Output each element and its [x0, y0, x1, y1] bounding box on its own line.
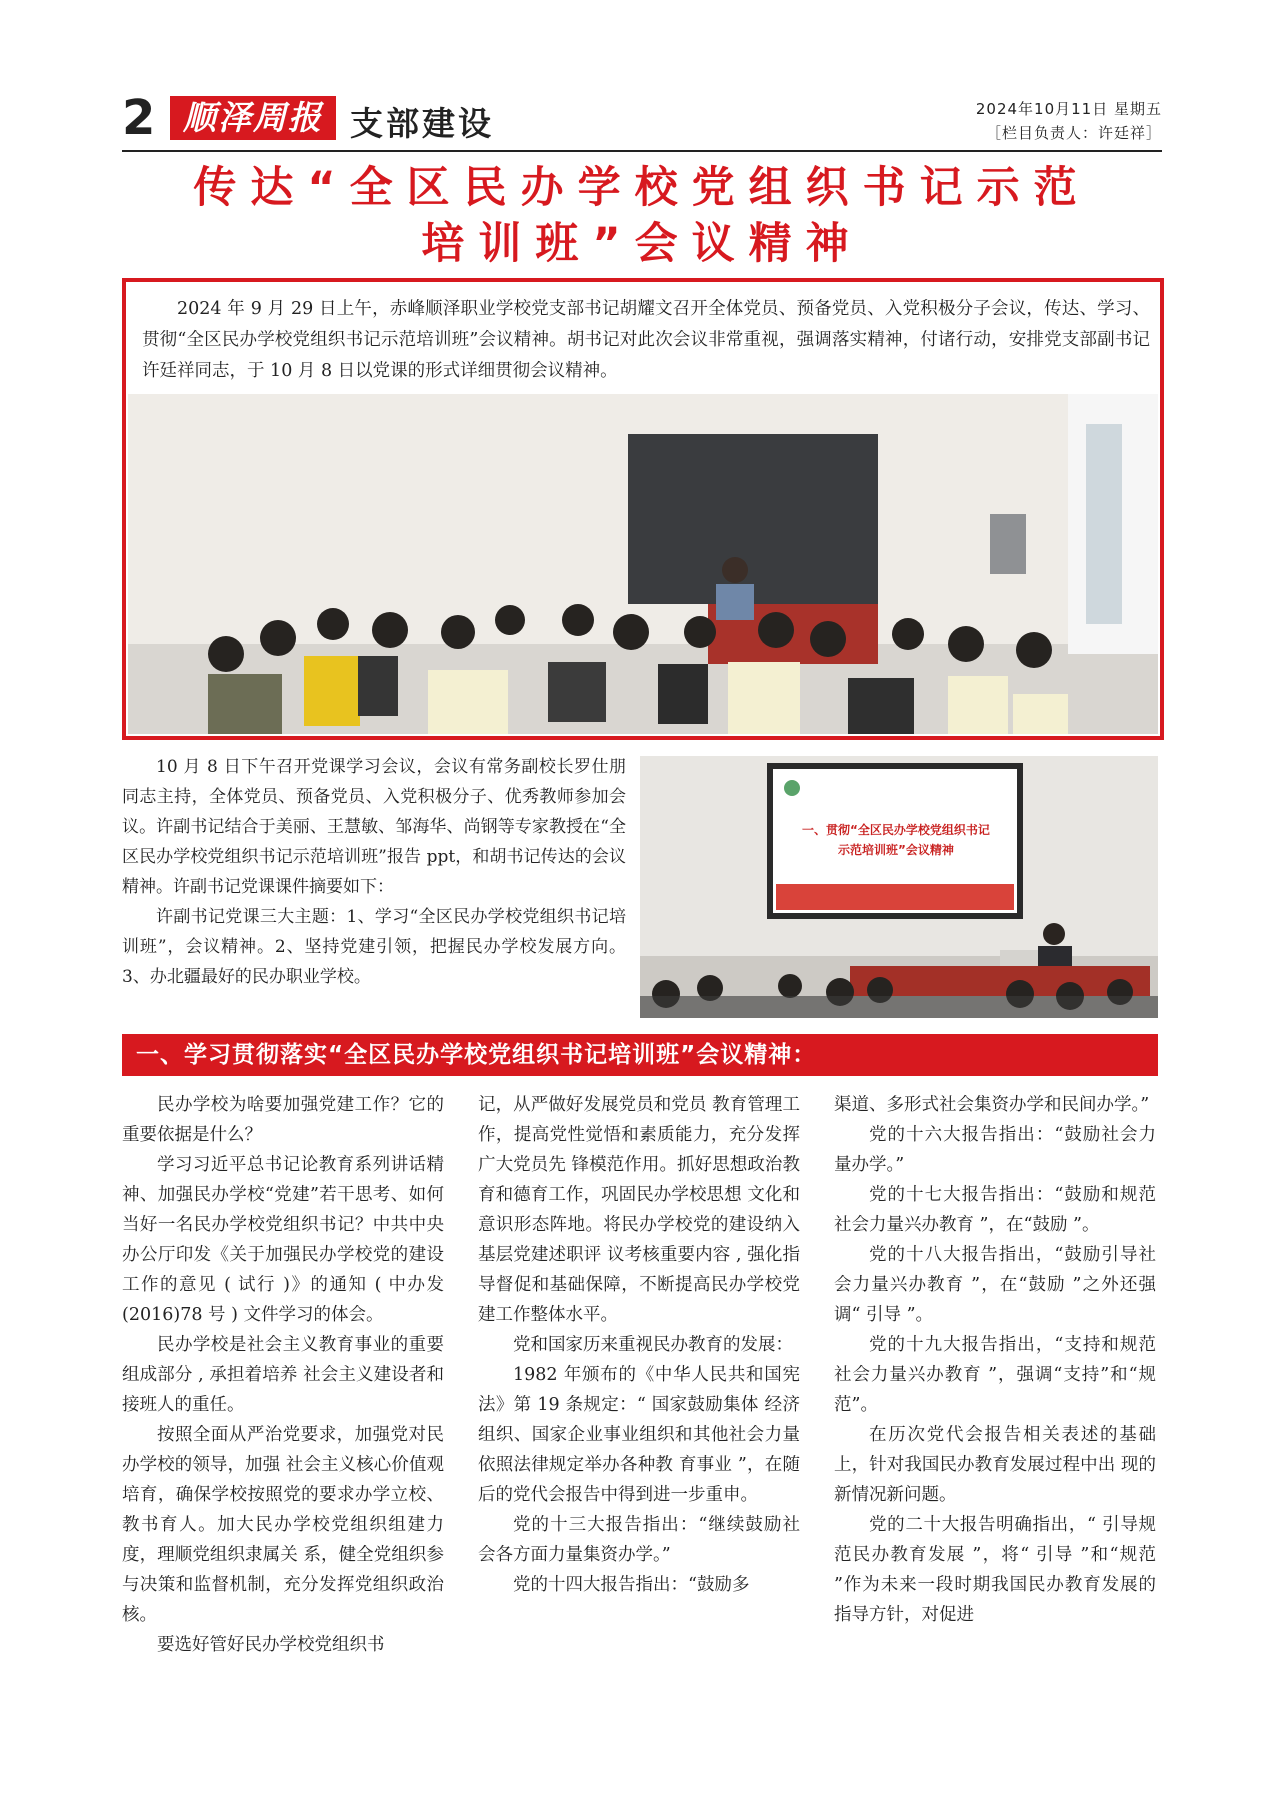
intro-paragraph-1: 10 月 8 日下午召开党课学习会议，会议有常务副校长罗仕朋同志主持，全体党员、预备党员、入党积极分子、优秀教师参加会议。许副书记结合于美丽、王慧敏、邹海华、尚钢等专家教授在“全区民办学校党组织书记示范培训班”报告 ppt，和胡书记传达的会议精神。许副书记党课课件摘要如下： — [122, 757, 626, 897]
col1-paragraph-2: 学习习近平总书记论教育系列讲话精神、加强民办学校“党建”若干思考、如何当好一名民办学校党组织书记？中共中央办公厅印发《关于加强民办学校党的建设工作的意见 ( 试行 )》的通知 ( 中办发 (2016)78 号 ) 文件学习的体会。 — [122, 1155, 444, 1325]
meeting-photo-illustration — [128, 394, 1158, 734]
page-number: 2 — [122, 90, 156, 146]
col1-paragraph-5: 要选好管好民办学校党组织书 — [157, 1635, 385, 1655]
col1-paragraph-3: 民办学校是社会主义教育事业的重要组成部分 , 承担着培养 社会主义建设者和接班人的重任。 — [122, 1335, 444, 1415]
lecture-photo-illustration — [640, 756, 1158, 1018]
col2-paragraph-2: 党和国家历来重视民办教育的发展： — [513, 1335, 793, 1355]
article-column-3 — [834, 1090, 1156, 1630]
col3-paragraph-3: 党的十七大报告指出：“鼓励和规范社会力量兴办教育 ”，在“鼓励 ”。 — [834, 1185, 1156, 1235]
masthead — [122, 92, 1162, 148]
lead-box — [122, 278, 1164, 740]
column-editor: ［栏目负责人：许廷祥］ — [985, 124, 1162, 142]
article-column-2 — [478, 1090, 800, 1600]
lead-paragraph: 2024 年 9 月 29 日上午，赤峰顺泽职业学校党支部书记胡耀文召开全体党员、预备党员、入党积极分子会议，传达、学习、贯彻“全区民办学校党组织书记示范培训班”会议精神。胡书记对此次会议非常重视，强调落实精神，付诸行动，安排党支部副书记许廷祥同志，于 10 月 8 日以党课的形式详细贯彻会议精神。 — [142, 299, 1150, 381]
lecture-photo — [640, 756, 1158, 1018]
slide-line-1: 一、贯彻“全区民办学校党组织书记 — [802, 823, 990, 837]
intro-paragraph-2: 许副书记党课三大主题：1、学习“全区民办学校党组织书记培训班”，会议精神。2、坚持党建引领，把握民办学校发展方向。3、办北疆最好的民办职业学校。 — [122, 907, 626, 987]
col3-paragraph-7: 党的二十大报告明确指出，“ 引导规范民办教育发展 ”，将“ 引导 ”和“规范 ”作为未来一段时期我国民办教育发展的指导方针，对促进 — [834, 1515, 1156, 1625]
newspaper-logo: 顺泽周报 — [170, 96, 336, 140]
section-banner: 一、学习贯彻落实“全区民办学校党组织书记培训班”会议精神： — [122, 1034, 1158, 1076]
intro-text — [122, 752, 626, 992]
article-column-1 — [122, 1090, 444, 1660]
col2-paragraph-1: 记，从严做好发展党员和党员 教育管理工作，提高党性觉悟和素质能力，充分发挥广大党员先 锋模范作用。抓好思想政治教育和德育工作，巩固民办学校思想 文化和意识形态阵地。将民办学校党的建设纳入基层党建述职评 议考核重要内容 , 强化指导督促和基础保障，不断提高民办学校党建工作整体水平。 — [478, 1095, 800, 1325]
page-headline — [122, 160, 1162, 272]
col3-paragraph-6: 在历次党代会报告相关表述的基础上，针对我国民办教育发展过程中出 现的新情况新问题。 — [834, 1425, 1156, 1505]
col2-paragraph-5: 党的十四大报告指出：“鼓励多 — [513, 1575, 750, 1595]
col3-paragraph-4: 党的十八大报告指出，“鼓励引导社会力量兴办教育 ”，在“鼓励 ”之外还强调“ 引导 ”。 — [834, 1245, 1156, 1325]
col3-paragraph-1: 渠道、多形式社会集资办学和民间办学。” — [834, 1095, 1150, 1115]
col3-paragraph-5: 党的十九大报告指出，“支持和规范社会力量兴办教育 ”，强调“支持”和“规范”。 — [834, 1335, 1156, 1415]
section-name: 支部建设 — [350, 104, 494, 143]
headline-line-1: 传达“全区民办学校党组织书记示范 — [193, 163, 1091, 213]
col1-paragraph-1: 民办学校为啥要加强党建工作？它的重要依据是什么？ — [122, 1095, 444, 1145]
headline-line-2: 培训班”会议精神 — [421, 219, 863, 269]
col2-paragraph-3: 1982 年颁布的《中华人民共和国宪法》第 19 条规定：“ 国家鼓励集体 经济组织、国家企业事业组织和其他社会力量依照法律规定举办各种教 育事业 ”，在随后的党代会报告中得到进一步重申。 — [478, 1365, 800, 1505]
col3-paragraph-2: 党的十六大报告指出：“鼓励社会力量办学。” — [834, 1125, 1156, 1175]
issue-date: 2024年10月11日 星期五 — [975, 100, 1162, 118]
col1-paragraph-4: 按照全面从严治党要求，加强党对民办学校的领导，加强 社会主义核心价值观培育，确保学校按照党的要求办学立校、 教书育人。加大民办学校党组织组建力度，理顺党组织隶属关 系，健全党组织参与决策和监督机制，充分发挥党组织政治核。 — [122, 1425, 444, 1625]
slide-line-2: 示范培训班”会议精神 — [838, 843, 954, 857]
col2-paragraph-4: 党的十三大报告指出：“继续鼓励社会各方面力量集资办学。” — [478, 1515, 800, 1565]
header-rule — [122, 150, 1162, 152]
meeting-photo — [128, 394, 1158, 734]
